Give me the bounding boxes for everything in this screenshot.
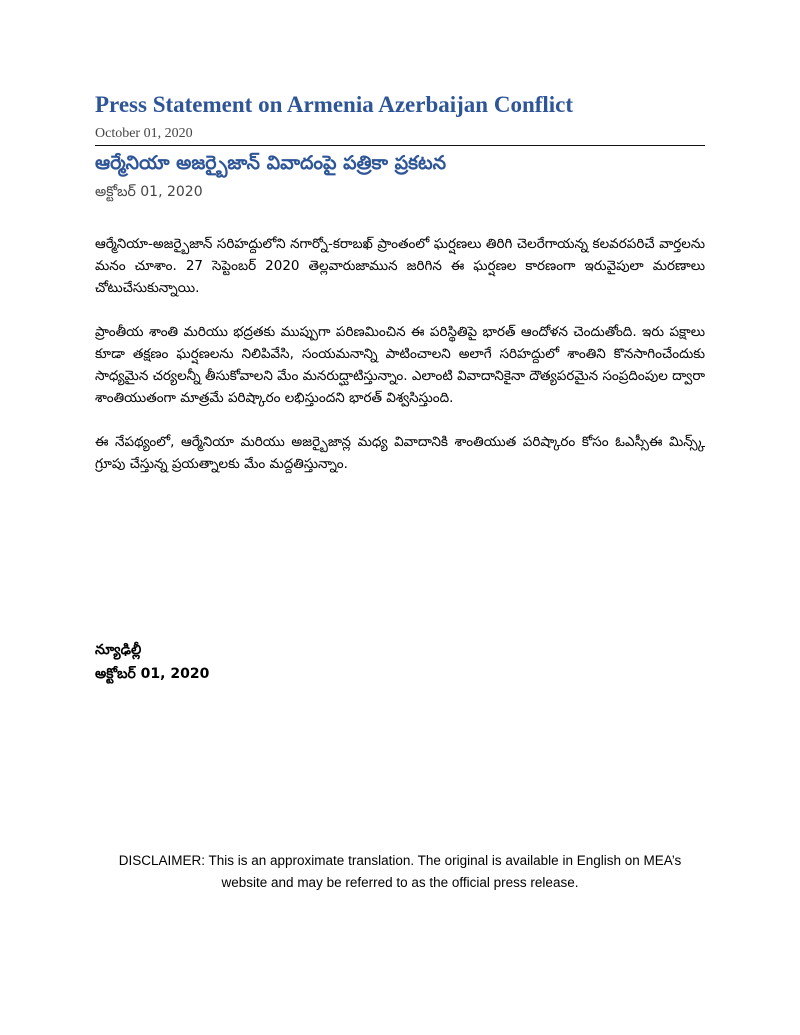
paragraph-2: ప్రాంతీయ శాంతి మరియు భద్రతకు ముప్పుగా పరిణమించిన ఈ పరిస్థితిపై భారత్ ఆందోళన చెందుతోంది. ఇరు పక్షాలు కూడా తక్షణం ఘర్షణలను నిలిపివేసి, సంయమనాన్ని పాటించాలని అలాగే సరిహద్దులో శాంతిని కొనసాగించేందుకు సాధ్యమైన చర్యలన్నీ తీసుకోవాలని మేం మనరుద్ఘాటిస్తున్నాం. ఎలాంటి వివాదానికైనా దౌత్యపరమైన సంప్రదింపుల ద్వారా శాంతియుతంగా మాత్రమే పరిష్కారం లభిస్తుందని భారత్ విశ్వసిస్తుంది. bbox=[95, 324, 705, 406]
title-divider bbox=[95, 145, 705, 146]
disclaimer-text: DISCLAIMER: This is an approximate translation. The original is available in English on MEA’s website and may be referred to as the official press release. bbox=[118, 853, 682, 890]
signature-place: న్యూఢిల్లీ bbox=[95, 642, 142, 658]
signature-block bbox=[95, 638, 209, 686]
english-title: Press Statement on Armenia Azerbaijan Conflict bbox=[95, 92, 574, 117]
statement-body bbox=[95, 233, 705, 497]
telugu-date: అక్టోబర్ 01, 2020 bbox=[95, 184, 203, 200]
paragraph-3: ఈ నేపథ్యంలో, ఆర్మేనియా మరియు అజర్బైజాన్ల మధ్య వివాదానికి శాంతియుత పరిష్కారం కోసం ఓఎస్సీఈ మిన్స్క్ గ్రూపు చేస్తున్న ప్రయత్నాలకు మేం మద్దతిస్తున్నాం. bbox=[95, 434, 705, 472]
telugu-title: ఆర్మేనియా అజర్బైజాన్ వివాదంపై పత్రికా ప్రకటన bbox=[95, 152, 447, 174]
english-date: October 01, 2020 bbox=[95, 126, 193, 141]
signature-date: అక్టోబర్ 01, 2020 bbox=[95, 666, 210, 682]
paragraph-1: ఆర్మేనియా-అజర్బైజాన్ సరిహద్దులోని నగార్నో-కరాబఖ్ ప్రాంతంలో ఘర్షణలు తిరిగి చెలరేగాయన్న కలవరపరిచే వార్తలను మనం చూశాం. 27 సెప్టెంబర్ 2020 తెల్లవారుజామున జరిగిన ఈ ఘర్షణల కారణంగా ఇరువైపులా మరణాలు చోటుచేసుకున్నాయి. bbox=[95, 236, 705, 296]
